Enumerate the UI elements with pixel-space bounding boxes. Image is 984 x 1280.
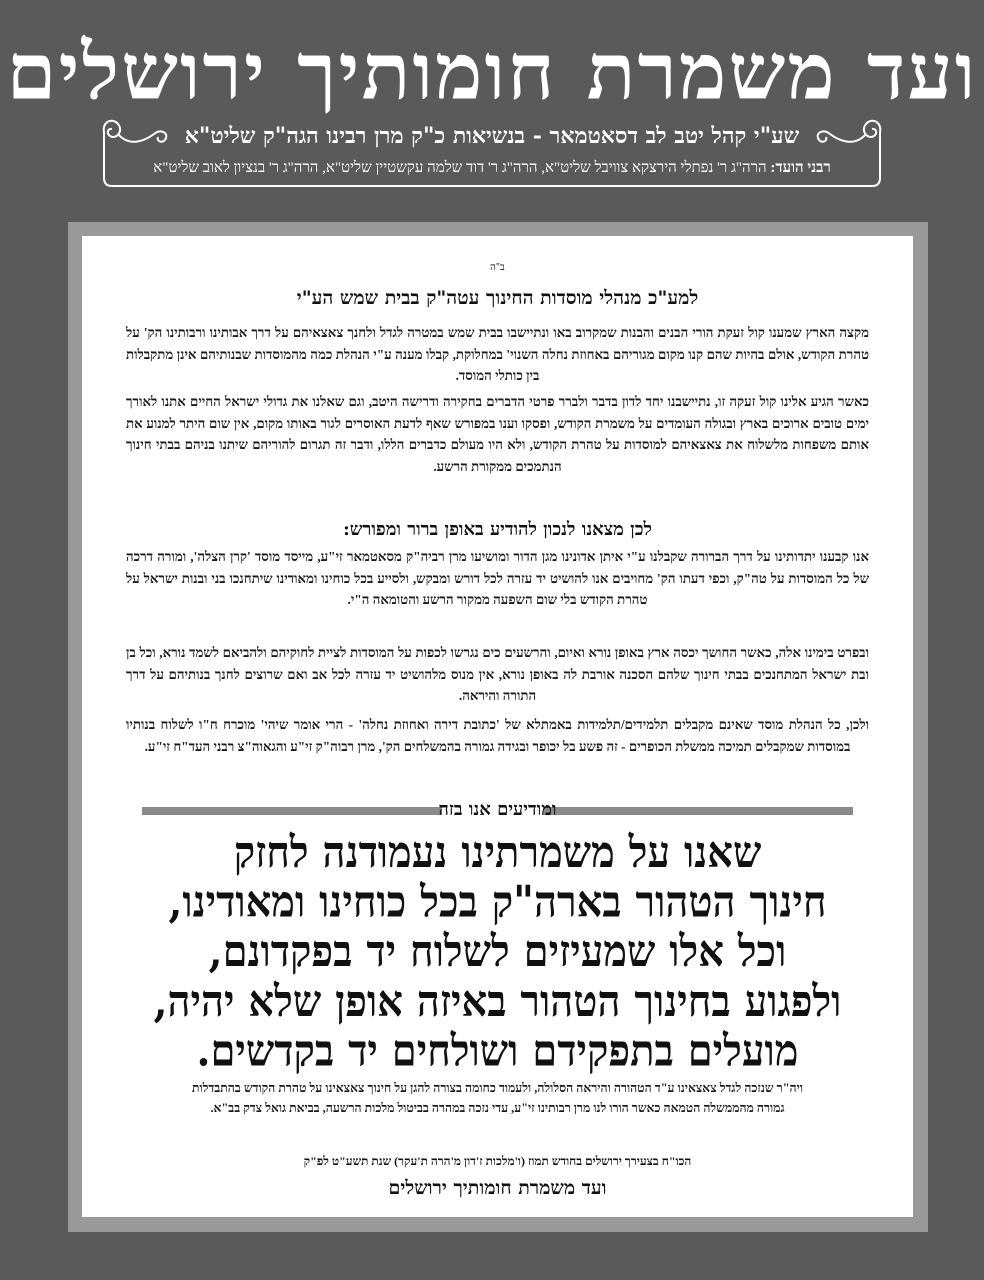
masthead-subtitle: שע"י קהל יטב לב דסאטמאר - בנשיאות כ"ק מרן רבינו הגה"ק שליט"א <box>184 123 800 149</box>
masthead-rabbis <box>120 157 864 179</box>
closing-blessing: ויה"ר שנזכה לגדל צאצאינו ע"ד הטהורה והיראה הסלולה, ולעמוד כחומה בצורה להגן על חינוך צאצאינו על טהרת הקודש בהתבדלות גמורה מהממשלה הטמאה כאשר הורו לנו מרן רבותינו זי"ע, עדי נזכה במהרה בביטול מלכות הרשעה, בביאת גואל צדק בב"א. <box>192 1081 803 1115</box>
masthead <box>0 0 984 200</box>
declaration <box>102 828 893 1076</box>
paragraph-position: אנו קבענו יתדותינו על דרך הברורה שקבלנו ע"י איתן אדונינו מגן הדור ומושיעו מרן רביה"ק מסאטמאר זי"ע, מייסד מוסד 'קרן הצלה', ומורה דרכה של כל המוסדות על טה"ק, וכפי דעתו הק' מחויבים אנו להושיט יד עזרה לכל דורש ומבקש, ולסייע בכל כוחינו ומאודינו שיתחנכו בני ובנות ישראל על טהרת הקודש בלי שום השפעה ממקור הרשע והטומאה ה"י. <box>126 549 869 607</box>
bh-header: ב"ה <box>490 262 505 273</box>
announce-label: ומודיעים אנו בזה <box>438 799 557 820</box>
declaration-line: מועלים בתפקידם ושולחים יד בקדשים. <box>196 1025 799 1077</box>
declaration-line: שאנו על משמרתינו נעמודנה לחזק <box>233 826 762 878</box>
paragraph-intro: מקצה הארץ שמענו קול זעקת הורי הבנים והבנות שמקרוב באו ונתיישבו בבית שמש במטרה לגדל ולחנך צאצאיהם על דרך אבותינו ורבותינו הק' על טהרת הקודש, אולם בהיות שהם קנו מקום מגוריהם באחוזת נחלה השנוי' במחלוקת, קבלו מענה ע"י הנהלת כמה מהמוסדות שבנותיהם אינן מתקבלות בין כותלי המוסד. <box>126 325 869 383</box>
declaration-line: חינוך הטהור בארה"ק בכל כוחינו ומאודינו, <box>168 876 827 928</box>
dateline: הכו"ח בצעירך ירושלים בחודש תמוז (ו'מלכות ז'דון מ'הרה ת'עקר) שנת תשע"ט לפ"ק <box>303 1154 692 1168</box>
poster-sheet <box>82 236 913 1217</box>
addressee-heading: למע"כ מנהלי מוסדות החינוך עטה"ק בבית שמש הע"י <box>296 287 699 309</box>
masthead-title: ועד משמרת חומותיך ירושלים <box>6 26 978 118</box>
declaration-line: וכל אלו שמעיזים לשלוח יד בפקדונם, <box>208 926 787 978</box>
rabbis-names: הרה"ג ר' נפתלי הירצקא צוויבל שליט"א, הרה"ג ר' דוד שלמה עקשטיין שליט"א, הרה"ג ר' בנציון לאוב שליט"א <box>153 160 767 176</box>
announce-divider <box>142 797 853 823</box>
rabbis-label: רבני הועד: <box>770 160 831 176</box>
signature: ועד משמרת חומותיך ירושלים <box>388 1177 607 1199</box>
sub-heading: לכן מצאנו לנכון להודיע באופן ברור ומפורש: <box>343 519 652 540</box>
declaration-line: ולפגוע בחינוך הטהור באיזה אופן שלא יהיה, <box>153 975 842 1027</box>
paragraph-inquiry: כאשר הגיע אלינו קול זעקה זו, נתיישבנו יחד לדון בדבר ולברר פרטי הדברים בחקירה ודרישה היטב, וגם שאלנו את גדולי ישראל החיים אתנו לאורך ימים טובים ארוכים בארץ ובגולה העומדים על משמרת הקודש, ופסקו וענו במפורש שאף לדעת האוסרים לגור באותו מקום, אין שום היתר למנוע את אותם משפחות מלשלוח את צאצאיהם למוסדות על טהרת הקודש, ולא היו מעולם כדברים הללו, ודבר זה תגרום להוריהם שיתנו בניהם בבתי חינוך הנתמכים ממקורת הרשע. <box>126 394 869 474</box>
paragraph-therefore: ולכן, כל הנהלת מוסד שאינם מקבלים תלמידים/תלמידות באמתלא של 'כתובת דירה ואחוזת נחלה' - הרי אומר שיהי' מוכרח ח"ו לשלוח בנותיו במוסדות שמקבלים תמיכה ממשלת הכופרים - זה פשע בל יכופר ובגידה גמורה בהמשלחים הק', מרן רבוה"ק זי"ע והגאוה"צ רבני העד"ח זי"ע. <box>126 717 869 754</box>
paragraph-times: ובפרט בימינו אלה, כאשר החושך יכסה ארץ באופן נורא ואיום, והרשעים כים נגרשו לכפות על המוסדות לציית לחוקיהם ולהביאם לשמד נורא, וכל בן ובת ישראל המתחנכים בבתי חינוך שלהם הסכנה אורבת לה באופן נורא, אין מנוס מלהושיט יד עזרה לכל אב ואם שרוצים לחנך בנותיהם על דרך התורה והיראה. <box>126 645 869 703</box>
